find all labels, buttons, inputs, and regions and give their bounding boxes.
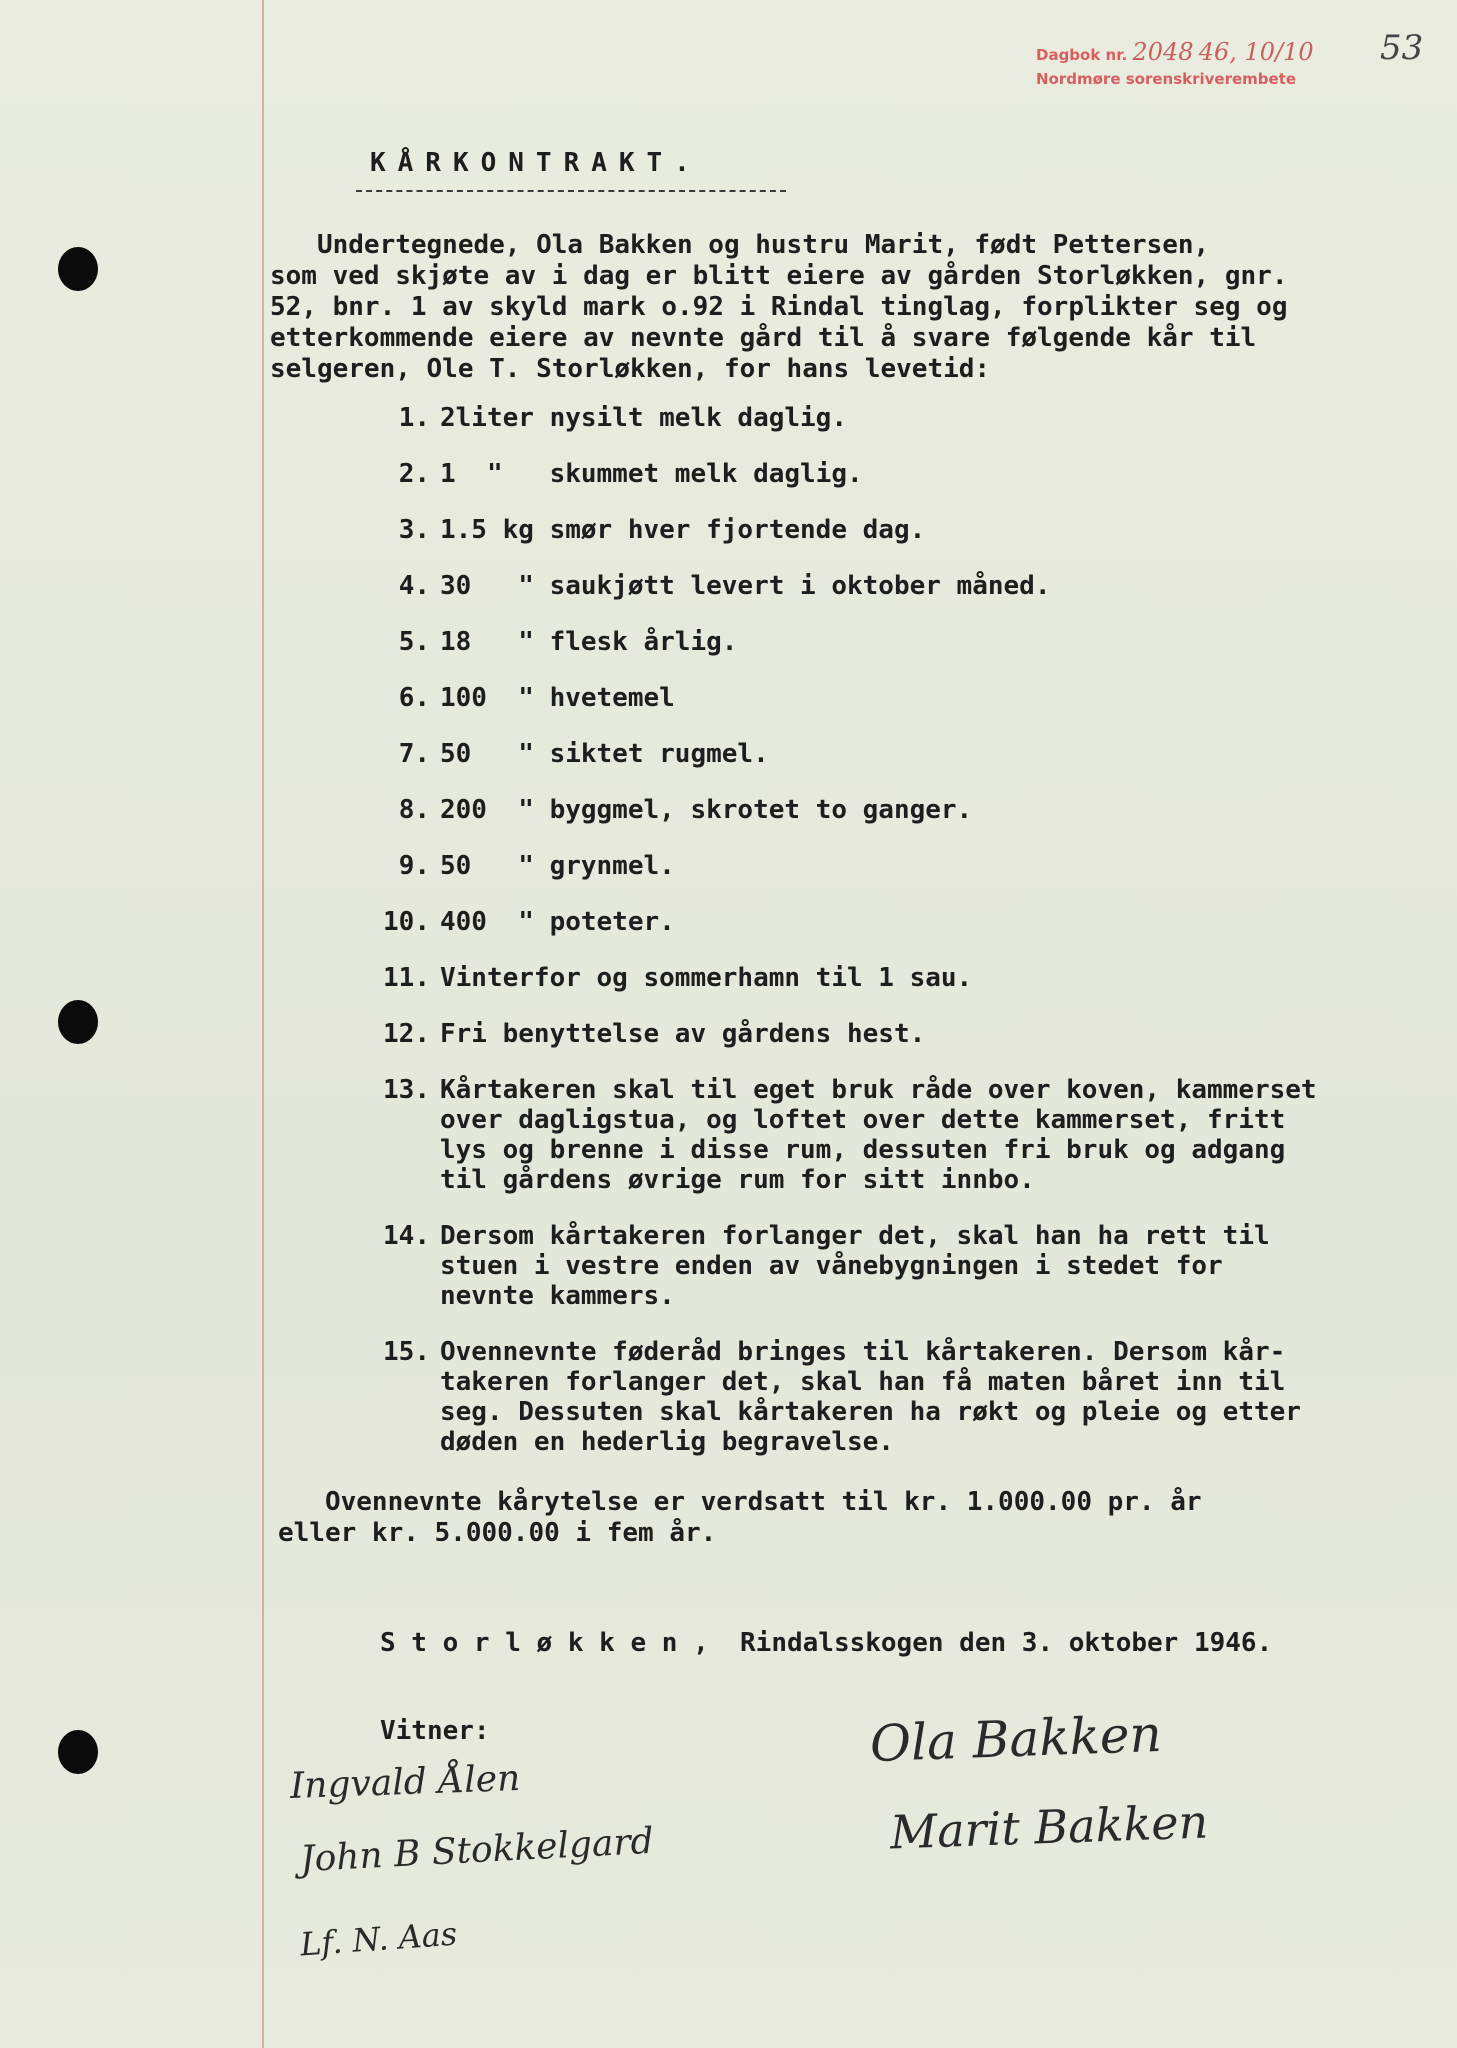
provision-number: 5. <box>398 627 430 657</box>
provision-item <box>370 571 1247 627</box>
provision-text: 50 " grynmel. <box>440 851 675 881</box>
document-title: KÅRKONTRAKT. <box>370 148 702 178</box>
witness-signature-2: John B Stokkelgard <box>299 1820 655 1881</box>
provision-number: 14. <box>383 1221 430 1251</box>
provision-item <box>370 1221 1270 1311</box>
provision-text: 1 " skummet melk daglig. <box>440 459 863 489</box>
provision-item <box>370 683 1247 739</box>
intro-paragraph: Undertegnede, Ola Bakken og hustru Marit, født Pettersen, som ved skjøte av i dag er blitt eiere av gården Storløkken, gnr. 52, bnr. 1 av skyld mark o.92 i Rindal tinglag, forplikter seg og etterkommende eiere av nevnte gård til å svare følgende kår til selgeren, Ole T. Storløkken, for hans levetid: <box>270 230 1288 384</box>
provision-item <box>370 907 1247 963</box>
provision-number: 3. <box>398 515 430 545</box>
provision-item <box>370 739 1247 795</box>
provision-text: Dersom kårtakeren forlanger det, skal han ha rett til stuen i vestre enden av vånebygningen i stedet for nevnte kammers. <box>440 1221 1270 1311</box>
provision-number: 9. <box>398 851 430 881</box>
title-underline <box>356 190 786 192</box>
provision-item <box>370 459 1247 515</box>
page-number: 53 <box>1380 28 1424 68</box>
provision-item <box>370 627 1247 683</box>
place-date: S t o r l ø k k e n , Rindalsskogen den 3. oktober 1946. <box>380 1628 1273 1658</box>
provision-list <box>370 403 1317 1483</box>
provision-number: 13. <box>383 1075 430 1105</box>
provision-number: 6. <box>398 683 430 713</box>
stamp-label: Dagbok nr. <box>1036 46 1128 64</box>
provision-item <box>370 963 1247 1019</box>
punch-hole-top <box>58 247 98 291</box>
provision-number: 8. <box>398 795 430 825</box>
provision-item <box>370 1337 1301 1457</box>
punch-hole-bottom <box>58 1730 98 1774</box>
provision-number: 12. <box>383 1019 430 1049</box>
provision-text: 1.5 kg smør hver fjortende dag. <box>440 515 926 545</box>
stamp-office: Nordmøre sorenskriverembete <box>1036 70 1297 88</box>
provision-text: 50 " siktet rugmel. <box>440 739 769 769</box>
provision-item <box>370 1075 1317 1195</box>
provision-number: 4. <box>398 571 430 601</box>
stamp-number: 2048 <box>1132 38 1194 66</box>
provision-text: 400 " poteter. <box>440 907 675 937</box>
stamp-date: 46, 10/10 <box>1198 38 1314 66</box>
provision-item <box>370 403 1247 459</box>
provision-item <box>370 1019 1247 1075</box>
provision-number: 2. <box>398 459 430 489</box>
provision-text: Kårtakeren skal til eget bruk råde over koven, kammerset over dagligstua, og loftet over dette kammerset, fritt lys og brenne i disse rum, dessuten fri bruk og adgang til gårdens øvrige rum for sitt innbo. <box>440 1075 1317 1195</box>
provision-item <box>370 515 1247 571</box>
witness-signature-1: Ingvald Ålen <box>289 1757 521 1808</box>
provision-text: Vinterfor og sommerhamn til 1 sau. <box>440 963 973 993</box>
provision-number: 11. <box>383 963 430 993</box>
witness-label: Vitner: <box>380 1716 490 1746</box>
provision-text: 200 " byggmel, skrotet to ganger. <box>440 795 973 825</box>
signer-signature-1: Ola Bakken <box>869 1704 1163 1774</box>
provision-text: 100 " hvetemel <box>440 683 675 713</box>
provision-number: 10. <box>383 907 430 937</box>
registry-stamp <box>1036 40 1314 91</box>
provision-number: 1. <box>398 403 430 433</box>
signer-signature-2: Marit Bakken <box>889 1794 1210 1860</box>
punch-hole-middle <box>58 1000 98 1044</box>
value-paragraph: Ovennevnte kårytelse er verdsatt til kr. 1.000.00 pr. år eller kr. 5.000.00 i fem år. <box>278 1487 1202 1548</box>
provision-number: 15. <box>383 1337 430 1367</box>
red-margin-line <box>262 0 264 2048</box>
witness-signature-3: Lf. N. Aas <box>298 1914 459 1964</box>
provision-number: 7. <box>398 739 430 769</box>
provision-text: 18 " flesk årlig. <box>440 627 738 657</box>
provision-text: Ovennevnte føderåd bringes til kårtakeren. Dersom kår- takeren forlanger det, skal han få maten båret inn til seg. Dessuten skal kårtakeren ha røkt og pleie og etter døden en hederlig begravelse. <box>440 1337 1301 1457</box>
provision-item <box>370 851 1247 907</box>
provision-text: 2liter nysilt melk daglig. <box>440 403 847 433</box>
provision-text: Fri benyttelse av gårdens hest. <box>440 1019 926 1049</box>
provision-item <box>370 795 1247 851</box>
provision-text: 30 " saukjøtt levert i oktober måned. <box>440 571 1051 601</box>
